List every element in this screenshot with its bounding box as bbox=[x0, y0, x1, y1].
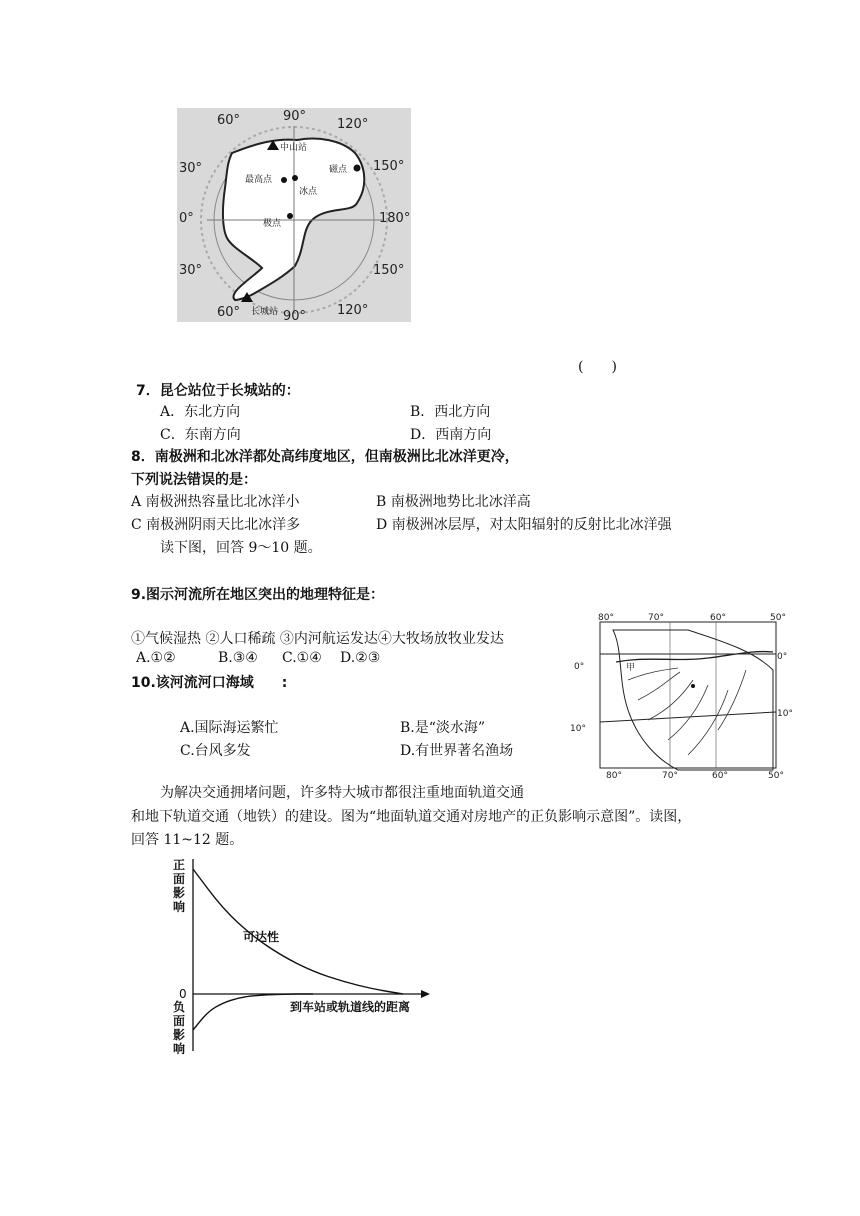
point-label: 中山站 bbox=[280, 143, 308, 153]
q7-option-c: C．东南方向 bbox=[160, 427, 241, 443]
origin-label: 0 bbox=[179, 987, 187, 1001]
q9-option-b: B.③④ bbox=[218, 650, 258, 666]
map2-right-label: 0° bbox=[777, 652, 788, 662]
y-label-negative: 负面影响 bbox=[173, 1000, 186, 1055]
q9-items: ①气候湿热 ②人口稀疏 ③内河航运发达④大牧场放牧业发达 bbox=[131, 631, 504, 647]
impact-chart bbox=[165, 855, 435, 1055]
river-map bbox=[568, 610, 792, 780]
intro-9-10: 读下图，回答 9～10 题。 bbox=[160, 540, 322, 556]
lon-label: 0° bbox=[179, 211, 194, 226]
point-label: 长城站 bbox=[251, 307, 279, 317]
q9-option-c: C.①④ bbox=[282, 650, 322, 666]
lon-label: 90° bbox=[283, 109, 307, 124]
q7-option-d: D．西南方向 bbox=[410, 427, 492, 443]
lon-label: 30° bbox=[179, 263, 203, 278]
intro-11-12-line1: 为解决交通拥堵问题，许多特大城市都很注重地面轨道交通 bbox=[160, 785, 524, 801]
q10-option-b: B.是“淡水海” bbox=[400, 720, 486, 736]
map2-right-label: 10° bbox=[777, 709, 792, 719]
q9-option-d: D.②③ bbox=[340, 650, 381, 666]
lon-label: 180° bbox=[379, 211, 411, 226]
q10-stem: 10.该河流河口海域 : bbox=[131, 675, 288, 691]
accessibility-curve bbox=[193, 869, 403, 994]
q9-option-a: A.①② bbox=[136, 650, 176, 666]
map2-left-label: 10° bbox=[570, 724, 586, 734]
map2-top-label: 50° bbox=[770, 613, 786, 623]
map2-left-label: 0° bbox=[574, 662, 585, 672]
river-map-graphic bbox=[568, 610, 792, 780]
map2-bottom-label: 70° bbox=[662, 771, 678, 780]
y-label-positive: 正面影响 bbox=[173, 858, 186, 914]
map2-top-label: 60° bbox=[710, 613, 726, 623]
q8-option-a: A 南极洲热容量比北冰洋小 bbox=[131, 494, 300, 510]
impact-chart-svg bbox=[165, 855, 435, 1055]
lon-label: 90° bbox=[283, 309, 307, 322]
q9-stem: 9.图示河流所在地区突出的地理特征是： bbox=[131, 587, 385, 603]
lon-label: 60° bbox=[217, 113, 241, 128]
lon-label: 30° bbox=[179, 161, 203, 176]
map2-bottom-label: 50° bbox=[768, 771, 784, 780]
map2-bottom-label: 60° bbox=[712, 771, 728, 780]
x-axis-label: 到车站或轨道线的距离 bbox=[290, 1000, 411, 1014]
q10-option-d: D.有世界著名渔场 bbox=[400, 743, 514, 759]
intro-11-12-line2: 和地下轨道交通（地铁）的建设。图为“地面轨道交通对房地产的正负影响示意图”。读图， bbox=[131, 809, 692, 825]
point-label: 冰点 bbox=[299, 187, 318, 197]
q7-option-a: A．东北方向 bbox=[160, 404, 241, 420]
lon-label: 150° bbox=[373, 159, 405, 174]
q10-option-c: C.台风多发 bbox=[180, 743, 251, 759]
q7-stem: 7．昆仑站位于长城站的： bbox=[136, 383, 300, 399]
q8-option-d: D 南极洲冰层厚，对太阳辐射的反射比北冰洋强 bbox=[376, 517, 672, 533]
map2-place-label: 甲 bbox=[626, 663, 636, 673]
q8-stem-line1: 8．南极洲和北冰洋都处高纬度地区，但南极洲比北冰洋更冷， bbox=[131, 449, 519, 465]
lon-label: 120° bbox=[337, 303, 369, 318]
map2-top-label: 70° bbox=[648, 613, 664, 623]
antarctica-map bbox=[177, 108, 411, 322]
point-label: 最高点 bbox=[245, 175, 273, 185]
point-label: 极点 bbox=[263, 219, 282, 229]
antarctica-map-graphic bbox=[177, 108, 411, 322]
series-label: 可达性 bbox=[243, 930, 280, 944]
q10-option-a: A.国际海运繁忙 bbox=[180, 720, 279, 736]
answer-paren: ( ) bbox=[578, 359, 617, 375]
point-label: 磁点 bbox=[329, 165, 348, 175]
lon-label: 150° bbox=[373, 263, 405, 278]
q7-option-b: B．西北方向 bbox=[410, 404, 491, 420]
map2-top-label: 80° bbox=[598, 613, 614, 623]
q8-option-c: C 南极洲阴雨天比北冰洋多 bbox=[131, 517, 301, 533]
q8-stem-line2: 下列说法错误的是： bbox=[131, 472, 257, 488]
lon-label: 60° bbox=[217, 305, 241, 320]
map2-bottom-label: 80° bbox=[606, 771, 622, 780]
q8-option-b: B 南极洲地势比北冰洋高 bbox=[376, 494, 531, 510]
intro-11-12-line3: 回答 11~12 题。 bbox=[131, 832, 244, 848]
lon-label: 120° bbox=[337, 117, 369, 132]
x-axis-arrow bbox=[421, 990, 430, 998]
